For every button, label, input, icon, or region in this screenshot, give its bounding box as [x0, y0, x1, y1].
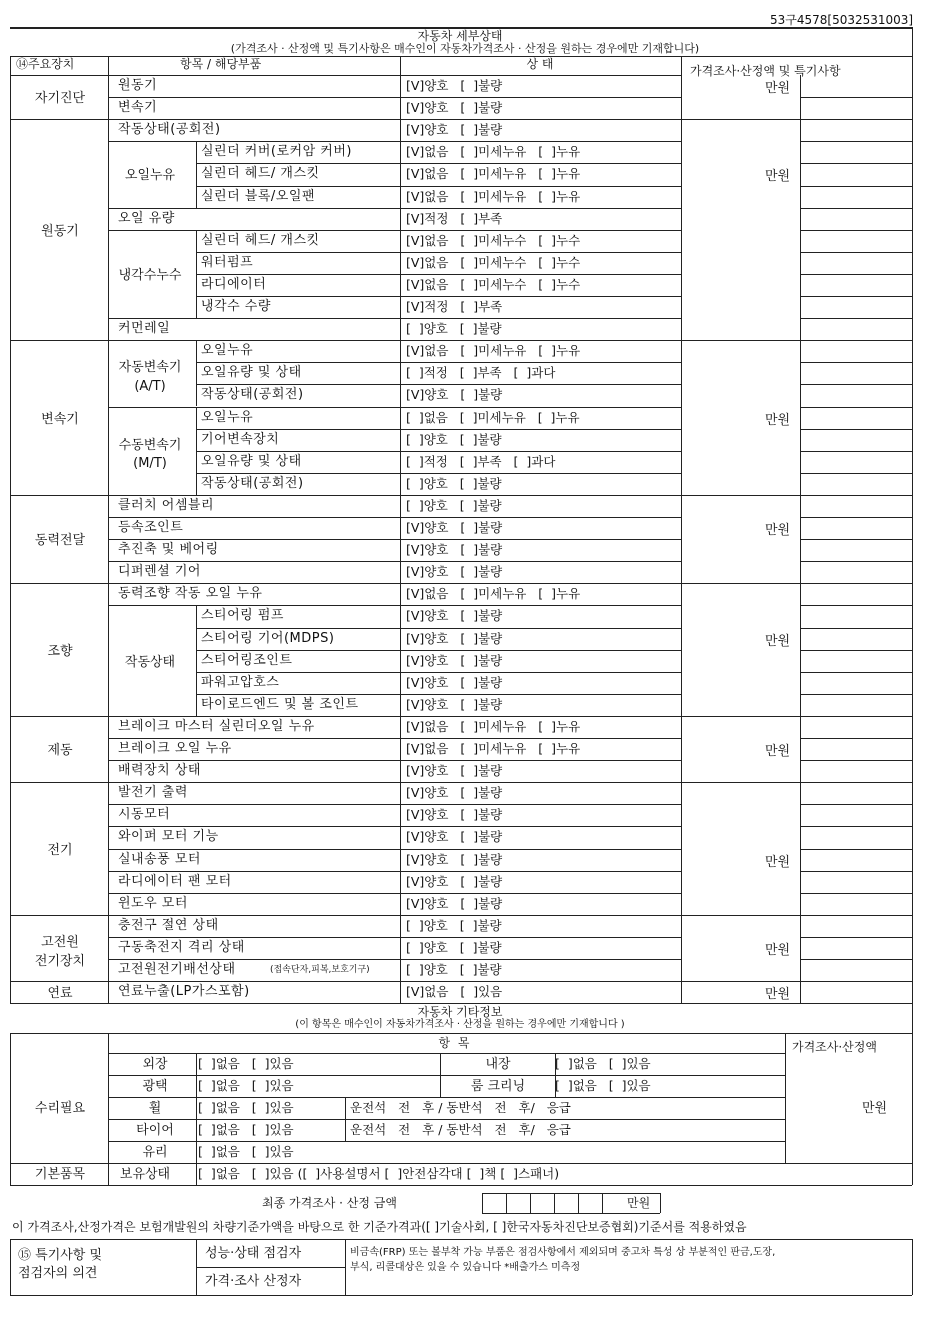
rule-line	[800, 252, 912, 253]
rule-line	[660, 1193, 661, 1213]
header-item: 항목 / 해당부품	[180, 57, 262, 71]
part-label: 원동기	[118, 78, 158, 93]
rule-line	[800, 318, 912, 319]
part-label: 디퍼렌셜 기어	[118, 564, 201, 580]
price-unit: 만원	[765, 81, 791, 96]
rule-line	[800, 296, 912, 297]
part-label: 실내송풍 모터	[118, 851, 201, 867]
status-value[interactable]: [V]양호 [ ]불량	[406, 608, 503, 624]
part-label: 변속기	[118, 100, 158, 116]
status-value[interactable]: [V]없음 [ ]미세누유 [ ]누유	[406, 166, 581, 182]
status-value[interactable]: [V]없음 [ ]미세누수 [ ]누수	[406, 276, 581, 292]
group-label: 제동	[47, 743, 73, 759]
rule-line	[108, 1053, 785, 1054]
other-item-label: 룸 크리닝	[470, 1079, 526, 1095]
rule-line	[800, 473, 912, 474]
part-label: 브레이크 오일 누유	[118, 741, 232, 756]
rule-line	[108, 539, 681, 540]
status-value[interactable]: [V]양호 [ ]불량	[406, 542, 503, 558]
status-value[interactable]: [V]양호 [ ]불량	[406, 807, 503, 823]
group-label: 고전원 전기장치	[34, 934, 86, 969]
rule-line	[196, 605, 197, 716]
group-label: 전기	[47, 842, 73, 858]
status-value[interactable]: [V]없음 [ ]미세누수 [ ]누수	[406, 254, 581, 270]
rule-line	[800, 163, 912, 164]
rule-line	[108, 56, 109, 1003]
rule-line	[800, 650, 912, 651]
status-value[interactable]: [ ]양호 [ ]불량	[406, 431, 502, 447]
rule-line	[196, 407, 681, 408]
other-item-label: 내장	[485, 1057, 511, 1073]
part-label: 오일유량 및 상태	[201, 365, 302, 381]
status-value[interactable]: [V]없음 [ ]미세누유 [ ]누유	[406, 718, 581, 734]
status-value[interactable]: [V]양호 [ ]불량	[406, 895, 503, 911]
rule-line	[108, 937, 681, 938]
rule-line	[10, 495, 912, 496]
status-value[interactable]: [ ]양호 [ ]불량	[406, 475, 502, 491]
rule-line	[578, 1193, 579, 1213]
rule-line	[800, 340, 912, 341]
rule-line	[196, 362, 681, 363]
inspector-label: 성능·상태 점검자	[205, 1246, 302, 1262]
part-label: 실린더 헤드/ 개스킷	[201, 232, 320, 248]
part-label: 작동상태(공회전)	[201, 387, 304, 403]
part-label: 충전구 절연 상태	[118, 917, 219, 933]
rule-line	[10, 1239, 912, 1240]
rule-line	[108, 1097, 785, 1098]
rule-line	[196, 672, 681, 673]
part-label: 오일누유	[201, 343, 254, 359]
rule-line	[108, 1119, 785, 1120]
rule-line	[10, 56, 11, 1003]
sub-group-label: 작동상태	[124, 654, 176, 670]
part-label: 윈도우 모터	[118, 895, 188, 911]
part-label: 라디에이터	[201, 276, 267, 292]
rule-line	[196, 384, 681, 385]
final-amount-unit: 만원	[627, 1196, 651, 1211]
group-label: 원동기	[41, 223, 79, 239]
rule-line	[912, 27, 913, 1003]
basic-label: 기본품목	[34, 1167, 86, 1183]
part-label: 타이로드엔드 및 볼 조인트	[201, 696, 359, 712]
rule-line	[482, 1193, 660, 1194]
rule-line	[196, 141, 197, 207]
other-note: (이 항목은 매수인이 자동차가격조사 · 산정을 원하는 경우에만 기재합니다 )	[295, 1019, 625, 1031]
header-price: 가격조사·산정액 및 특기사항	[690, 64, 841, 78]
status-value[interactable]: [V]없음 [ ]미세누유 [ ]누유	[406, 741, 581, 756]
rule-line	[108, 1141, 785, 1142]
status-value[interactable]: [ ]양호 [ ]불량	[406, 497, 502, 513]
rule-line	[785, 1033, 786, 1163]
detail-note: (가격조사 · 산정액 및 특기사항은 매수인이 자동차가격조사 · 산정을 원하는 경우에만 기재합니다)	[230, 42, 700, 55]
status-value[interactable]: [V]양호 [ ]불량	[406, 652, 503, 668]
rule-line	[10, 56, 912, 57]
rule-line	[10, 1033, 11, 1185]
part-label: 발전기 출력	[118, 785, 188, 801]
rule-line	[800, 97, 912, 98]
rule-line	[800, 694, 912, 695]
rule-line	[800, 186, 912, 187]
status-value[interactable]: [ ]양호 [ ]불량	[406, 917, 502, 933]
rule-line	[800, 429, 912, 430]
price-unit: 만원	[765, 633, 791, 649]
other-item-label: 타이어	[136, 1123, 174, 1139]
price-unit: 만원	[765, 169, 791, 185]
part-label: 기어변속장치	[201, 431, 280, 447]
other-item-label: 휠	[148, 1101, 162, 1117]
rule-line	[10, 1185, 912, 1186]
other-item-value[interactable]: [ ]없음 [ ]있음	[198, 1100, 294, 1116]
rule-line	[108, 141, 196, 142]
rule-line	[10, 75, 681, 76]
other-item-extra: 운전석 전 후 / 동반석 전 후/ 응급	[350, 1122, 571, 1138]
part-label: 작동상태(공회전)	[118, 122, 221, 138]
final-sentence: 이 가격조사,산정가격은 보험개발원의 차량기준가액을 바탕으로 한 기준가격과([ ]기술사회, [ ]한국자동차진단보증협회)기준서를 적용하였음	[12, 1220, 747, 1235]
rule-line	[800, 804, 912, 805]
status-value[interactable]: [V]양호 [ ]불량	[406, 873, 503, 889]
rule-line	[800, 495, 912, 496]
rule-line	[108, 804, 681, 805]
rule-line	[196, 296, 681, 297]
group-label: 변속기	[41, 411, 79, 427]
rule-line	[800, 760, 912, 761]
rule-line	[800, 738, 912, 739]
rule-line	[800, 915, 912, 916]
rule-line	[554, 1193, 555, 1213]
status-value[interactable]: [V]양호 [ ]불량	[406, 763, 503, 779]
rule-line	[800, 384, 912, 385]
rule-line	[108, 893, 681, 894]
rule-line	[10, 1239, 11, 1295]
rule-line	[602, 1193, 603, 1213]
status-value[interactable]: [V]양호 [ ]불량	[406, 564, 503, 580]
header-main-device: ⑭주요장치	[16, 57, 75, 71]
rule-line	[440, 1053, 441, 1097]
status-value[interactable]: [V]없음 [ ]미세누유 [ ]누유	[406, 144, 581, 160]
rule-line	[196, 1053, 197, 1185]
rule-line	[800, 672, 912, 673]
rule-line	[482, 1213, 660, 1214]
rule-line	[196, 141, 681, 142]
rule-line	[196, 1267, 345, 1268]
header-status: 상 태	[526, 57, 554, 71]
rule-line	[800, 119, 912, 120]
rule-line	[108, 849, 681, 850]
rule-line	[108, 1033, 109, 1185]
rule-line	[681, 56, 682, 1003]
other-item-value[interactable]: [ ]없음 [ ]있음	[198, 1144, 294, 1160]
part-label: 구동축전지 격리 상태	[118, 939, 245, 955]
status-value[interactable]: [V]양호 [ ]불량	[406, 387, 503, 403]
other-item-value[interactable]: [ ]없음 [ ]있음	[198, 1056, 294, 1072]
rule-line	[912, 1239, 913, 1295]
status-value[interactable]: [ ]양호 [ ]불량	[406, 962, 502, 977]
rule-line	[800, 517, 912, 518]
rule-line	[10, 583, 912, 584]
rule-line	[108, 605, 196, 606]
rule-line	[800, 628, 912, 629]
rule-line	[10, 915, 912, 916]
other-item-value[interactable]: [ ]없음 [ ]있음	[555, 1056, 651, 1072]
rule-line	[108, 208, 681, 209]
part-label: 실린더 블록/오일팬	[201, 188, 315, 204]
part-label: 실린더 커버(로커암 커버)	[201, 144, 352, 160]
status-value[interactable]: [V]없음 [ ]미세누수 [ ]누수	[406, 232, 581, 248]
sub-group-label: 냉각수누수	[118, 267, 182, 283]
part-label: 워터펌프	[201, 254, 254, 270]
rule-line	[800, 849, 912, 850]
part-label: 스티어링 펌프	[201, 608, 284, 624]
sub-group-label: 수동변속기 (M/T)	[118, 437, 182, 471]
group-label: 조향	[47, 643, 73, 659]
rule-line	[10, 981, 912, 982]
rule-line	[800, 981, 912, 982]
final-amount-label: 최종 가격조사 · 산정 금액	[262, 1196, 397, 1211]
status-value[interactable]: [V]양호 [ ]불량	[406, 829, 503, 845]
part-label: 동력조향 작동 오일 누유	[118, 586, 263, 602]
status-value[interactable]: [V]양호 [ ]불량	[406, 100, 503, 116]
opinion-label: ⑮ 특기사항 및 점검자의 의견	[18, 1248, 103, 1281]
document-id: 53구4578[5032531003]	[770, 13, 914, 27]
detail-title: 자동차 세부상태	[417, 29, 503, 43]
status-value[interactable]: [V]없음 [ ]미세누유 [ ]누유	[406, 188, 581, 204]
status-value[interactable]: [V]양호 [ ]불량	[406, 630, 503, 646]
rule-line	[800, 539, 912, 540]
rule-line	[108, 97, 681, 98]
rule-line	[800, 208, 912, 209]
group-label: 연료	[47, 986, 73, 1002]
rule-line	[800, 274, 912, 275]
other-item-label: 유리	[142, 1145, 168, 1161]
rule-line	[10, 716, 912, 717]
rule-line	[196, 274, 681, 275]
rule-line	[345, 1097, 346, 1141]
part-label: 연료누출(LP가스포함)	[118, 984, 250, 1000]
part-label: 커먼레일	[118, 321, 171, 337]
other-item-label: 광택	[142, 1079, 168, 1095]
other-item-value[interactable]: [ ]없음 [ ]있음	[198, 1122, 294, 1138]
part-label: 시동모터	[118, 807, 171, 823]
other-unit: 만원	[862, 1101, 888, 1117]
part-label: 추진축 및 베어링	[118, 542, 219, 558]
rule-line	[345, 1239, 346, 1295]
rule-line	[108, 1075, 785, 1076]
rule-line	[108, 760, 681, 761]
part-label: 클러치 어셈블리	[118, 497, 215, 513]
rule-line	[196, 473, 681, 474]
rule-line	[196, 186, 681, 187]
rule-line	[800, 716, 912, 717]
status-value[interactable]: [ ]양호 [ ]불량	[406, 939, 502, 955]
part-label: 와이퍼 모터 기능	[118, 829, 219, 845]
rule-line	[196, 650, 681, 651]
rule-line	[800, 583, 912, 584]
status-value[interactable]: [V]양호 [ ]불량	[406, 520, 503, 535]
rule-line	[912, 1003, 913, 1185]
price-unit: 만원	[765, 523, 791, 538]
status-value[interactable]: [V]양호 [ ]불량	[406, 696, 503, 712]
status-value[interactable]: [V]없음 [ ]미세누유 [ ]누유	[406, 586, 581, 602]
part-label: 파워고압호스	[201, 674, 280, 690]
rule-line	[196, 694, 681, 695]
rule-line	[800, 451, 912, 452]
rule-line	[400, 56, 401, 1003]
rule-line	[555, 1053, 556, 1097]
rule-line	[196, 628, 681, 629]
rule-line	[800, 362, 912, 363]
status-value[interactable]: [ ]없음 [ ]미세누유 [ ]누유	[406, 409, 580, 425]
status-value[interactable]: [V]양호 [ ]불량	[406, 851, 503, 867]
status-value[interactable]: [ ]적정 [ ]부족 [ ]과다	[406, 365, 556, 381]
basic-item-value[interactable]: [ ]없음 [ ]있음 ([ ]사용설명서 [ ]안전삼각대 [ ]책 [ ]스패너)	[198, 1166, 560, 1182]
rule-line	[10, 340, 912, 341]
rule-line	[108, 517, 681, 518]
status-value[interactable]: [V]양호 [ ]불량	[406, 122, 503, 138]
rule-line	[108, 959, 681, 960]
rule-line	[10, 1033, 912, 1034]
other-item-extra: 운전석 전 후 / 동반석 전 후/ 응급	[350, 1100, 571, 1116]
rule-line	[10, 782, 912, 783]
rule-line	[108, 826, 681, 827]
rule-line	[800, 937, 912, 938]
other-title: 자동차 기타정보	[417, 1005, 503, 1020]
rule-line	[108, 871, 681, 872]
rule-line	[196, 163, 681, 164]
rule-line	[530, 1193, 531, 1213]
part-label-note: (접속단자,피복,보호기구)	[270, 965, 370, 975]
part-label: 오일누유	[201, 409, 254, 425]
part-label: 스티어링조인트	[201, 652, 293, 668]
part-label: 오일유량 및 상태	[201, 453, 302, 469]
part-label: 오일 유량	[118, 210, 175, 226]
status-value[interactable]: [V]없음 [ ]있음	[406, 984, 503, 1000]
sub-group-label: 자동변속기 (A/T)	[118, 360, 182, 394]
rule-line	[196, 429, 681, 430]
rule-line	[10, 1295, 912, 1296]
part-label: 실린더 헤드/ 개스킷	[201, 166, 320, 182]
part-label: 작동상태(공회전)	[201, 475, 304, 491]
rule-line	[482, 1193, 483, 1213]
part-label: 라디에이터 팬 모터	[118, 873, 232, 889]
rule-line	[800, 826, 912, 827]
status-value[interactable]: [V]적정 [ ]부족	[406, 210, 503, 226]
part-label: 스티어링 기어(MDPS)	[201, 630, 335, 646]
part-label: 냉각수 수량	[201, 299, 271, 314]
rule-line	[10, 1163, 912, 1164]
status-value[interactable]: [V]적정 [ ]부족	[406, 299, 503, 314]
part-label: 배력장치 상태	[118, 763, 201, 779]
appraiser-label: 가격·조사 산정자	[205, 1274, 302, 1290]
part-label: 고전원전기배선상태	[118, 962, 236, 977]
rule-line	[800, 871, 912, 872]
status-value[interactable]: [V]없음 [ ]미세누유 [ ]누유	[406, 343, 581, 359]
other-header-item: 항 목	[438, 1036, 472, 1051]
price-unit: 만원	[765, 942, 791, 958]
sub-group-label: 오일누유	[124, 168, 176, 184]
rule-line	[506, 1193, 507, 1213]
rule-line	[196, 451, 681, 452]
status-value[interactable]: [V]양호 [ ]불량	[406, 674, 503, 690]
rule-line	[108, 561, 681, 562]
rule-line	[800, 230, 912, 231]
price-unit: 만원	[765, 744, 791, 759]
group-label: 동력전달	[34, 533, 86, 549]
rule-line	[108, 318, 681, 319]
other-item-value[interactable]: [ ]없음 [ ]있음	[198, 1078, 294, 1094]
repair-label: 수리필요	[34, 1101, 86, 1117]
rule-line	[108, 738, 681, 739]
status-value[interactable]: [V]양호 [ ]불량	[406, 785, 503, 801]
rule-line	[800, 407, 912, 408]
rule-line	[800, 141, 912, 142]
status-value[interactable]: [V]양호 [ ]불량	[406, 78, 503, 93]
price-unit: 만원	[765, 412, 791, 428]
basic-item-label: 보유상태	[119, 1167, 171, 1183]
price-unit: 만원	[765, 854, 791, 870]
other-header-price: 가격조사·산정액	[792, 1040, 877, 1055]
opinion-text: 비금속(FRP) 또는 볼부착 가능 부품은 점검사항에서 제외되며 중고차 특성 상 부분적인 판금,도장, 부식, 리콜대상은 있을 수 있습니다 *배출가스 미측정	[350, 1247, 776, 1274]
rule-line	[800, 959, 912, 960]
rule-line	[800, 561, 912, 562]
status-value[interactable]: [ ]양호 [ ]불량	[406, 321, 502, 337]
rule-line	[10, 1003, 912, 1004]
rule-line	[196, 252, 681, 253]
price-unit: 만원	[765, 987, 791, 1003]
status-value[interactable]: [ ]적정 [ ]부족 [ ]과다	[406, 453, 556, 469]
rule-line	[10, 119, 912, 120]
group-label: 자기진단	[34, 91, 86, 107]
rule-line	[800, 605, 912, 606]
rule-line	[800, 782, 912, 783]
rule-line	[196, 340, 197, 406]
other-item-value[interactable]: [ ]없음 [ ]있음	[555, 1078, 651, 1094]
part-label: 등속조인트	[118, 520, 184, 535]
rule-line	[108, 230, 196, 231]
rule-line	[108, 407, 196, 408]
rule-line	[196, 230, 681, 231]
other-item-label: 외장	[142, 1057, 168, 1073]
rule-line	[196, 605, 681, 606]
part-label: 브레이크 마스터 실린더오일 누유	[118, 718, 315, 734]
rule-line	[800, 893, 912, 894]
